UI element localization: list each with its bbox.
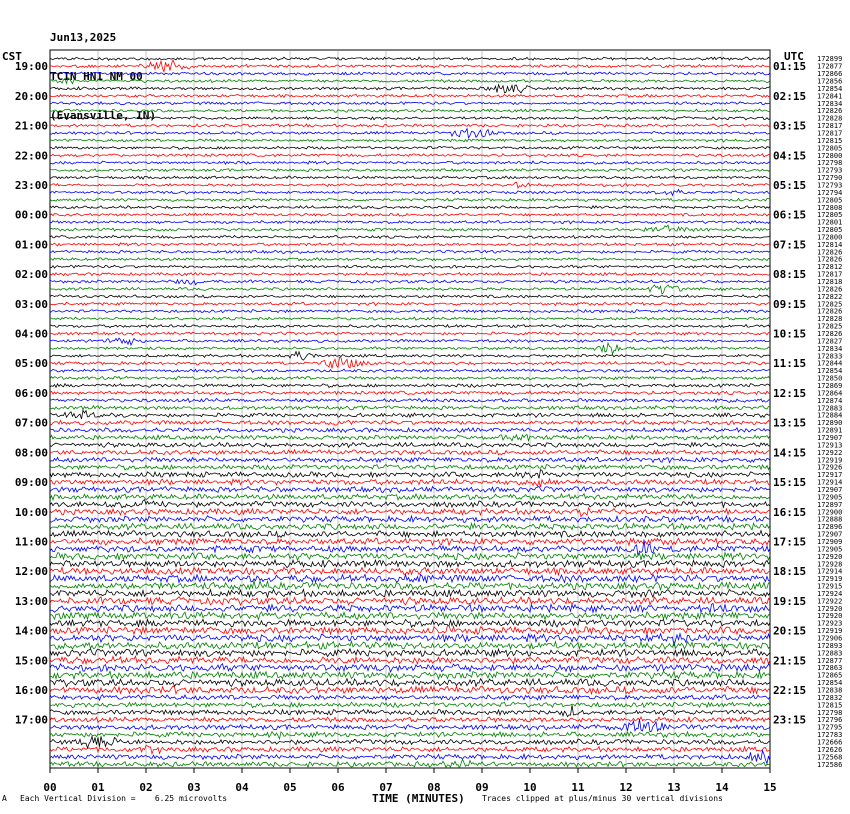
left-hour-label: 21:00 xyxy=(14,119,48,133)
trace-line xyxy=(50,702,770,708)
left-hour-label: 03:00 xyxy=(14,297,48,311)
trace-value-label: 172783 xyxy=(817,731,843,740)
trace-line xyxy=(50,376,770,380)
trace-line xyxy=(50,695,770,701)
trace-line xyxy=(50,470,770,479)
trace-line xyxy=(50,679,770,687)
trace-line xyxy=(50,479,770,487)
trace-line xyxy=(50,280,770,285)
trace-line xyxy=(50,146,770,149)
trace-line xyxy=(50,406,770,410)
header-location: (Evansville, IN) xyxy=(50,109,156,122)
trace-line xyxy=(50,494,770,500)
trace-line xyxy=(50,235,770,238)
trace-line xyxy=(50,717,770,723)
trace-line xyxy=(50,213,770,216)
right-hour-label: 02:15 xyxy=(773,89,807,103)
trace-line xyxy=(50,117,770,120)
trace-value-label: 172913 xyxy=(817,441,843,450)
trace-line xyxy=(50,129,770,138)
trace-line xyxy=(50,398,770,402)
trace-line xyxy=(50,732,770,739)
trace-line xyxy=(50,516,770,523)
trace-value-label: 172790 xyxy=(817,174,843,183)
trace-value-label: 172924 xyxy=(817,589,843,598)
trace-line xyxy=(50,590,770,598)
trace-line xyxy=(50,619,770,627)
trace-value-label: 172826 xyxy=(817,307,843,316)
trace-line xyxy=(50,523,770,530)
right-hour-label: 12:15 xyxy=(773,386,807,400)
trace-value-label: 172832 xyxy=(817,693,843,702)
right-hour-label: 20:15 xyxy=(773,624,807,638)
trace-value-label: 172826 xyxy=(817,285,843,294)
right-timezone-label: UTC xyxy=(784,50,804,63)
trace-value-label: 172893 xyxy=(817,641,843,650)
trace-line xyxy=(50,751,770,764)
trace-value-label: 172795 xyxy=(817,723,843,732)
right-hour-label: 06:15 xyxy=(773,208,807,222)
trace-line xyxy=(50,686,770,694)
trace-value-label: 172834 xyxy=(817,344,843,353)
trace-value-label: 172884 xyxy=(817,411,843,420)
right-hour-label: 07:15 xyxy=(773,238,807,252)
trace-value-label: 172920 xyxy=(817,552,843,561)
trace-line xyxy=(50,221,770,224)
left-hour-label: 05:00 xyxy=(14,357,48,371)
trace-value-label: 172919 xyxy=(817,456,843,465)
x-tick-label: 00 xyxy=(43,781,57,794)
trace-line xyxy=(50,671,770,679)
trace-line xyxy=(50,575,770,584)
trace-value-label: 172919 xyxy=(817,575,843,584)
trace-value-label: 172800 xyxy=(817,151,843,160)
trace-line xyxy=(50,420,770,425)
left-hour-label: 20:00 xyxy=(14,89,48,103)
right-hour-label: 13:15 xyxy=(773,416,807,430)
trace-line xyxy=(50,182,770,188)
trace-value-label: 172919 xyxy=(817,627,843,636)
trace-value-label: 172922 xyxy=(817,448,843,457)
trace-line xyxy=(50,302,770,305)
trace-value-label: 172883 xyxy=(817,649,843,658)
trace-value-label: 172798 xyxy=(817,708,843,717)
trace-value-label: 172928 xyxy=(817,560,843,569)
trace-value-label: 172864 xyxy=(817,389,843,398)
left-hour-label: 11:00 xyxy=(14,535,48,549)
trace-line xyxy=(50,206,770,209)
header-station: TCIN HN1 NM 00 xyxy=(50,70,143,83)
trace-line xyxy=(50,457,770,462)
trace-value-label: 172800 xyxy=(817,233,843,242)
left-hour-label: 00:00 xyxy=(14,208,48,222)
trace-line xyxy=(50,189,770,195)
trace-line xyxy=(50,428,770,433)
trace-value-label: 172817 xyxy=(817,129,843,138)
trace-value-label: 172865 xyxy=(817,671,843,680)
trace-line xyxy=(50,597,770,605)
left-hour-label: 02:00 xyxy=(14,268,48,282)
trace-line xyxy=(50,612,770,620)
trace-value-label: 172828 xyxy=(817,315,843,324)
trace-line xyxy=(50,719,770,732)
right-hour-label: 22:15 xyxy=(773,684,807,698)
trace-value-label: 172825 xyxy=(817,322,843,331)
left-hour-label: 07:00 xyxy=(14,416,48,430)
x-tick-label: 07 xyxy=(379,781,393,794)
trace-value-label: 172626 xyxy=(817,745,843,754)
trace-value-label: 172920 xyxy=(817,604,843,613)
trace-value-label: 172915 xyxy=(817,582,843,591)
trace-value-label: 172899 xyxy=(817,55,843,64)
trace-value-label: 172863 xyxy=(817,664,843,673)
right-hour-label: 21:15 xyxy=(773,654,807,668)
trace-value-label: 172877 xyxy=(817,62,843,71)
trace-line xyxy=(50,94,770,97)
x-tick-label: 10 xyxy=(523,781,537,794)
clipping-note: Traces clipped at plus/minus 30 vertical divisions xyxy=(482,794,723,803)
trace-line xyxy=(50,338,770,345)
left-hour-label: 08:00 xyxy=(14,446,48,460)
trace-value-label: 172794 xyxy=(817,188,843,197)
x-tick-label: 04 xyxy=(235,781,249,794)
trace-value-label: 172826 xyxy=(817,248,843,257)
trace-value-label: 172818 xyxy=(817,278,843,287)
right-hour-label: 19:15 xyxy=(773,594,807,608)
x-tick-label: 12 xyxy=(619,781,633,794)
trace-line xyxy=(50,391,770,395)
trace-value-label: 172905 xyxy=(817,545,843,554)
trace-line xyxy=(50,357,770,368)
trace-line xyxy=(50,410,770,419)
trace-value-label: 172827 xyxy=(817,337,843,346)
trace-line xyxy=(50,85,770,93)
x-tick-label: 15 xyxy=(763,781,777,794)
trace-value-label: 172586 xyxy=(817,760,843,769)
trace-line xyxy=(50,154,770,157)
trace-line xyxy=(50,169,770,172)
trace-value-label: 172909 xyxy=(817,537,843,546)
trace-value-label: 172914 xyxy=(817,478,843,487)
trace-value-label: 172888 xyxy=(817,515,843,524)
trace-line xyxy=(50,273,770,276)
trace-value-label: 172828 xyxy=(817,114,843,123)
trace-line xyxy=(50,656,770,664)
trace-value-label: 172907 xyxy=(817,530,843,539)
trace-value-label: 172896 xyxy=(817,523,843,532)
trace-value-label: 172920 xyxy=(817,612,843,621)
trace-value-label: 172812 xyxy=(817,263,843,272)
trace-value-label: 172926 xyxy=(817,463,843,472)
trace-value-label: 172856 xyxy=(817,77,843,86)
left-hour-label: 04:00 xyxy=(14,327,48,341)
trace-line xyxy=(50,560,770,568)
trace-value-label: 172568 xyxy=(817,753,843,762)
left-hour-label: 13:00 xyxy=(14,594,48,608)
trace-line xyxy=(50,442,770,447)
left-hour-label: 16:00 xyxy=(14,684,48,698)
left-hour-label: 01:00 xyxy=(14,238,48,252)
x-tick-label: 02 xyxy=(139,781,153,794)
trace-line xyxy=(50,161,770,164)
left-hour-label: 15:00 xyxy=(14,654,48,668)
trace-line xyxy=(50,649,770,657)
right-hour-label: 18:15 xyxy=(773,565,807,579)
trace-line xyxy=(50,343,770,354)
vertical-division-note: Each Vertical Division = 6.25 microvolts xyxy=(20,794,228,803)
x-tick-label: 08 xyxy=(427,781,441,794)
trace-value-label: 172805 xyxy=(817,196,843,205)
trace-value-label: 172815 xyxy=(817,136,843,145)
trace-line xyxy=(50,553,770,561)
left-hour-label: 12:00 xyxy=(14,565,48,579)
trace-value-label: 172905 xyxy=(817,493,843,502)
x-tick-label: 11 xyxy=(571,781,585,794)
trace-value-label: 172805 xyxy=(817,211,843,220)
trace-line xyxy=(50,285,770,294)
trace-line xyxy=(50,736,770,748)
trace-line xyxy=(50,486,770,492)
trace-value-label: 172805 xyxy=(817,144,843,153)
trace-line xyxy=(50,176,770,179)
trace-line xyxy=(50,109,770,112)
trace-value-label: 172841 xyxy=(817,92,843,101)
trace-line xyxy=(50,258,770,261)
trace-value-label: 172877 xyxy=(817,656,843,665)
left-hour-label: 17:00 xyxy=(14,713,48,727)
trace-line xyxy=(50,102,770,105)
right-hour-label: 03:15 xyxy=(773,119,807,133)
trace-line xyxy=(50,641,770,649)
trace-value-label: 172854 xyxy=(817,679,843,688)
trace-value-label: 172826 xyxy=(817,107,843,116)
right-hour-label: 15:15 xyxy=(773,476,807,490)
trace-line xyxy=(50,759,770,768)
trace-value-label: 172817 xyxy=(817,122,843,131)
trace-line xyxy=(50,664,770,672)
trace-value-label: 172826 xyxy=(817,330,843,339)
x-tick-label: 14 xyxy=(715,781,729,794)
trace-line xyxy=(50,225,770,231)
trace-value-label: 172854 xyxy=(817,367,843,376)
right-hour-label: 05:15 xyxy=(773,178,807,192)
x-tick-label: 05 xyxy=(283,781,297,794)
x-tick-label: 06 xyxy=(331,781,345,794)
trace-line xyxy=(50,435,770,441)
trace-line xyxy=(50,78,770,84)
trace-value-label: 172844 xyxy=(817,359,843,368)
trace-line xyxy=(50,500,770,508)
trace-value-label: 172814 xyxy=(817,240,843,249)
trace-line xyxy=(50,746,770,754)
right-hour-label: 16:15 xyxy=(773,505,807,519)
trace-line xyxy=(50,352,770,361)
trace-value-label: 172825 xyxy=(817,300,843,309)
trace-value-label: 172826 xyxy=(817,255,843,264)
trace-line xyxy=(50,603,770,612)
trace-line xyxy=(50,243,770,246)
trace-value-label: 172869 xyxy=(817,382,843,391)
trace-line xyxy=(50,465,770,471)
trace-value-label: 172833 xyxy=(817,352,843,361)
trace-value-label: 172914 xyxy=(817,567,843,576)
trace-value-label: 172866 xyxy=(817,70,843,79)
left-hour-label: 23:00 xyxy=(14,178,48,192)
trace-line xyxy=(50,72,770,75)
trace-line xyxy=(50,198,770,201)
trace-line xyxy=(50,60,770,72)
trace-value-label: 172850 xyxy=(817,374,843,383)
right-hour-label: 04:15 xyxy=(773,149,807,163)
trace-value-label: 172822 xyxy=(817,292,843,301)
trace-line xyxy=(50,705,770,716)
trace-line xyxy=(50,369,770,372)
trace-value-label: 172793 xyxy=(817,166,843,175)
trace-value-label: 172796 xyxy=(817,716,843,725)
right-hour-label: 01:15 xyxy=(773,60,807,74)
trace-line xyxy=(50,531,770,538)
trace-value-label: 172923 xyxy=(817,619,843,628)
trace-value-label: 172838 xyxy=(817,686,843,695)
trace-line xyxy=(50,250,770,253)
trace-line xyxy=(50,538,770,545)
header-date: Jun13,2025 xyxy=(50,31,117,44)
trace-value-label: 172808 xyxy=(817,203,843,212)
left-hour-label: 06:00 xyxy=(14,386,48,400)
trace-line xyxy=(50,310,770,313)
trace-value-label: 172805 xyxy=(817,226,843,235)
trace-line xyxy=(50,265,770,268)
right-hour-label: 23:15 xyxy=(773,713,807,727)
corner-mark: A xyxy=(2,794,7,803)
x-tick-label: 13 xyxy=(667,781,681,794)
x-axis-title: TIME (MINUTES) xyxy=(372,792,465,805)
trace-value-label: 172897 xyxy=(817,500,843,509)
trace-value-label: 172815 xyxy=(817,701,843,710)
trace-value-label: 172834 xyxy=(817,99,843,108)
trace-value-label: 172922 xyxy=(817,597,843,606)
trace-line xyxy=(50,567,770,575)
x-tick-label: 03 xyxy=(187,781,201,794)
trace-value-label: 172801 xyxy=(817,218,843,227)
trace-line xyxy=(50,295,770,298)
x-tick-label: 09 xyxy=(475,781,489,794)
right-hour-label: 10:15 xyxy=(773,327,807,341)
trace-line xyxy=(50,508,770,517)
trace-line xyxy=(50,625,770,634)
trace-value-label: 172817 xyxy=(817,270,843,279)
left-hour-label: 10:00 xyxy=(14,505,48,519)
left-hour-label: 14:00 xyxy=(14,624,48,638)
left-hour-label: 19:00 xyxy=(14,60,48,74)
trace-value-label: 172907 xyxy=(817,485,843,494)
right-hour-label: 08:15 xyxy=(773,268,807,282)
trace-line xyxy=(50,325,770,328)
trace-line xyxy=(50,332,770,335)
x-tick-label: 01 xyxy=(91,781,105,794)
right-hour-label: 09:15 xyxy=(773,297,807,311)
trace-value-label: 172793 xyxy=(817,181,843,190)
trace-line xyxy=(50,124,770,127)
trace-line xyxy=(50,57,770,60)
right-hour-label: 11:15 xyxy=(773,357,807,371)
trace-line xyxy=(50,317,770,320)
trace-value-label: 172890 xyxy=(817,419,843,428)
trace-value-label: 172891 xyxy=(817,426,843,435)
trace-value-label: 172666 xyxy=(817,738,843,747)
trace-value-label: 172874 xyxy=(817,396,843,405)
left-hour-label: 22:00 xyxy=(14,149,48,163)
trace-value-label: 172906 xyxy=(817,634,843,643)
trace-value-label: 172854 xyxy=(817,84,843,93)
left-hour-label: 09:00 xyxy=(14,476,48,490)
trace-value-label: 172907 xyxy=(817,433,843,442)
trace-line xyxy=(50,139,770,142)
trace-line xyxy=(50,384,770,388)
trace-value-label: 172798 xyxy=(817,159,843,168)
left-timezone-label: CST xyxy=(2,50,22,63)
trace-value-label: 172883 xyxy=(817,404,843,413)
trace-line xyxy=(50,450,770,455)
right-hour-label: 14:15 xyxy=(773,446,807,460)
trace-value-label: 172917 xyxy=(817,471,843,480)
right-hour-label: 17:15 xyxy=(773,535,807,549)
trace-value-label: 172900 xyxy=(817,508,843,517)
